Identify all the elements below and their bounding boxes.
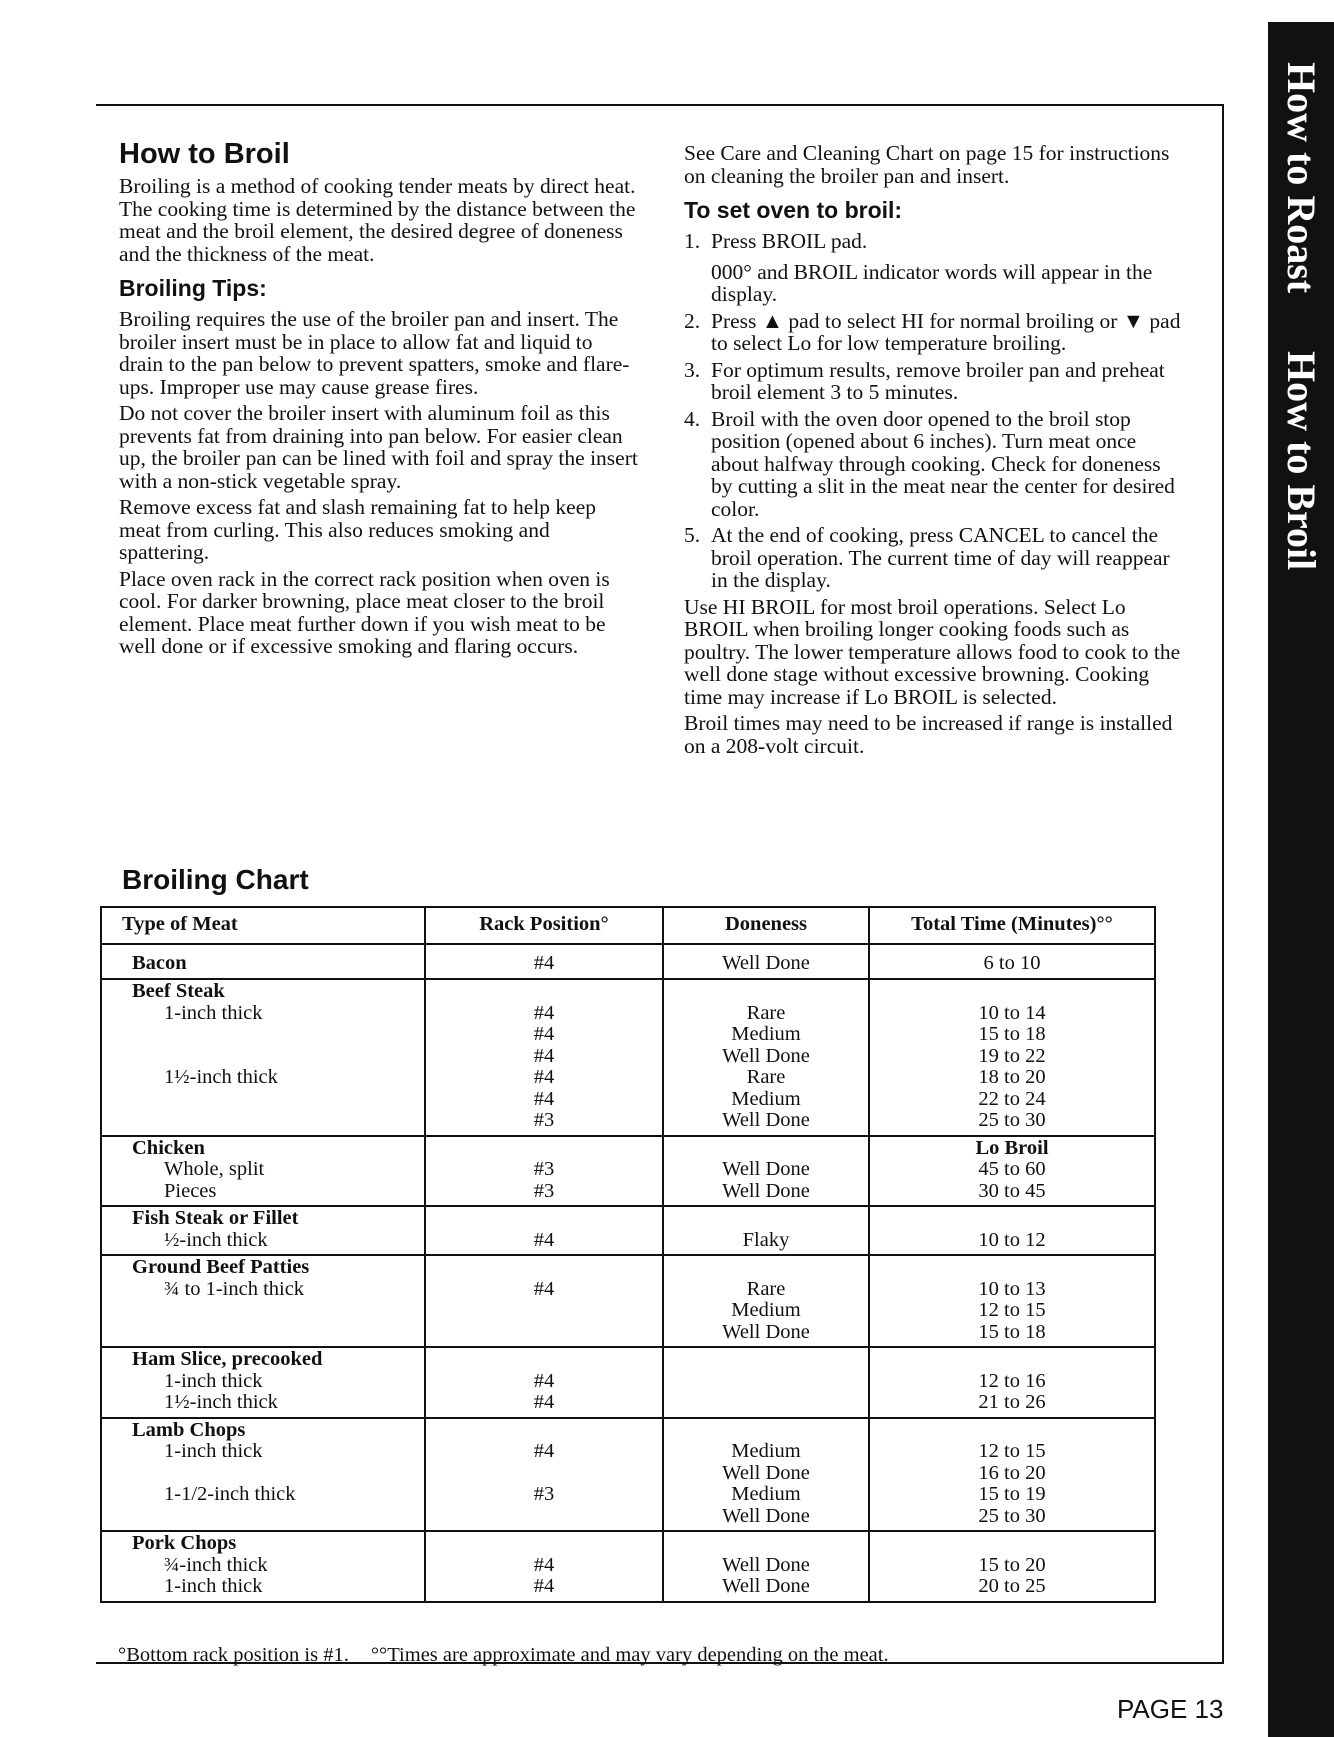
blank-line <box>664 981 868 1003</box>
time-value: 16 to 20 <box>978 1461 1046 1484</box>
set-oven-heading: To set oven to broil: <box>684 197 903 223</box>
blank-line <box>426 1257 662 1279</box>
cell-rack-position <box>425 1418 663 1532</box>
time-value: 19 to 22 <box>978 1044 1046 1067</box>
step-text: Press ▲ pad to select HI for normal broiling or ▼ pad to select Lo for low temperature broiling. <box>711 308 1181 355</box>
meat-name: Beef Steak <box>132 980 225 1002</box>
doneness-value: Well Done <box>722 1575 810 1597</box>
doneness-value: Well Done <box>722 1158 810 1180</box>
meat-name: Ham Slice, precooked <box>132 1348 323 1370</box>
chart-body <box>101 944 1155 1602</box>
meat-cut: 1-inch thick <box>164 1001 263 1024</box>
cell-total-time <box>869 1206 1155 1255</box>
rack-value: #4 <box>533 1440 555 1462</box>
rack-value: #4 <box>533 1087 555 1110</box>
doneness-value: Medium <box>731 1299 801 1321</box>
doneness-value: Rare <box>746 1066 786 1088</box>
cell-total-time <box>869 1255 1155 1347</box>
header-doneness: Doneness <box>663 907 869 944</box>
meat-cut: 1-inch thick <box>164 1440 263 1462</box>
rack-value: #3 <box>533 1158 555 1180</box>
footnote-rack: °Bottom rack position is #1. <box>118 1644 349 1666</box>
side-tab-label-broil: How to Broil <box>1279 351 1324 571</box>
rack-value: #4 <box>533 951 555 974</box>
doneness-value: Rare <box>746 1277 786 1300</box>
cell-rack-position <box>425 1531 663 1602</box>
doneness-value: Well Done <box>722 1553 810 1576</box>
time-value: 6 to 10 <box>983 951 1041 974</box>
broiling-chart-table <box>100 906 1156 1603</box>
meat-cut: 1½-inch thick <box>164 1391 278 1413</box>
time-value: 30 to 45 <box>978 1179 1046 1202</box>
doneness-value: Well Done <box>722 951 810 974</box>
side-tab <box>1268 22 1334 1737</box>
cell-rack-position <box>425 1347 663 1418</box>
doneness-value: Flaky <box>742 1228 790 1251</box>
top-rule <box>96 104 1224 106</box>
footnote-times: °°Times are approximate and may vary depending on the meat. <box>370 1644 889 1666</box>
table-row <box>101 1136 1155 1207</box>
doneness-value: Rare <box>746 1001 786 1024</box>
rack-value: #4 <box>533 1369 555 1392</box>
rack-value: #4 <box>533 1391 555 1413</box>
blank-line <box>426 981 662 1003</box>
rack-value: #3 <box>533 1179 555 1202</box>
cell-doneness <box>663 1136 869 1207</box>
cell-rack-position <box>425 979 663 1136</box>
header-rack-position: Rack Position° <box>425 907 663 944</box>
blank-line <box>132 1024 424 1046</box>
cell-type-of-meat <box>101 1531 425 1602</box>
rack-value: #4 <box>533 1575 555 1597</box>
time-value: 20 to 25 <box>978 1575 1046 1597</box>
blank-line <box>426 1463 662 1485</box>
footnotes <box>118 1644 889 1667</box>
meat-cut: 1-inch thick <box>164 1369 263 1392</box>
cell-total-time <box>869 979 1155 1136</box>
tips-paragraph-2: Do not cover the broiler insert with aluminum foil as this prevents fat from draining into pan below. For easier clean up, the broiler pan can be lined with foil and spray the insert with a non-stick vegetable spray. <box>119 401 638 493</box>
time-subheader: Lo Broil <box>975 1136 1049 1159</box>
step-number: 3. <box>684 357 701 382</box>
step-subtext: 000° and BROIL indicator words will appear in the display. <box>711 259 1153 306</box>
cell-total-time <box>869 1136 1155 1207</box>
hi-lo-note: Use HI BROIL for most broil operations. Select Lo BROIL when broiling longer cooking foods such as poultry. The lower temperature allows food to cook to the well done stage without excessive browning. Cooking time may increase if Lo BROIL is selected. <box>684 594 1181 709</box>
cell-doneness <box>663 1255 869 1347</box>
meat-cut: 1-inch thick <box>164 1575 263 1597</box>
time-value: 10 to 13 <box>978 1277 1046 1300</box>
doneness-value: Medium <box>731 1087 801 1110</box>
table-row <box>101 1418 1155 1532</box>
blank-line <box>870 1349 1154 1371</box>
cell-total-time <box>869 1347 1155 1418</box>
meat-cut: ¾ to 1-inch thick <box>164 1277 305 1300</box>
care-note: See Care and Cleaning Chart on page 15 for instructions on cleaning the broiler pan and insert. <box>684 141 1170 188</box>
rack-value: #4 <box>533 1001 555 1024</box>
step-text: At the end of cooking, press CANCEL to cancel the broil operation. The current time of day will reappear in the display. <box>711 523 1170 592</box>
table-row <box>101 1347 1155 1418</box>
right-column <box>684 142 1184 761</box>
blank-line <box>870 1533 1154 1555</box>
time-value: 25 to 30 <box>978 1109 1046 1131</box>
cell-total-time <box>869 1531 1155 1602</box>
time-value: 15 to 20 <box>978 1553 1046 1576</box>
meat-name: Bacon <box>132 951 187 974</box>
cell-rack-position <box>425 944 663 980</box>
broil-step <box>684 524 1184 592</box>
rack-value: #4 <box>533 1228 555 1251</box>
broiling-chart-heading: Broiling Chart <box>122 864 309 895</box>
broil-steps-list <box>684 230 1184 592</box>
meat-name: Ground Beef Patties <box>132 1256 310 1278</box>
time-value: 15 to 18 <box>978 1320 1046 1343</box>
blank-line <box>132 1046 424 1068</box>
cell-type-of-meat <box>101 1206 425 1255</box>
doneness-value: Medium <box>731 1483 801 1505</box>
tips-paragraph-1: Broiling requires the use of the broiler pan and insert. The broiler insert must be in place to allow fat and liquid to drain to the pan below to prevent spatters, smoke and flare-ups. Improper use may cause grease fires. <box>119 307 630 399</box>
side-tab-label-roast: How to Roast <box>1279 62 1324 294</box>
blank-line <box>664 1138 868 1160</box>
meat-cut: Whole, split <box>164 1158 265 1180</box>
blank-line <box>870 1257 1154 1279</box>
doneness-value: Well Done <box>722 1044 810 1067</box>
header-type-of-meat: Type of Meat <box>101 907 425 944</box>
meat-name: Lamb Chops <box>132 1418 246 1441</box>
step-number: 5. <box>684 523 701 547</box>
left-column <box>119 138 639 662</box>
meat-cut: Pieces <box>164 1179 217 1202</box>
blank-line <box>426 1138 662 1160</box>
step-text: Press BROIL pad. <box>711 229 868 253</box>
cell-type-of-meat <box>101 944 425 980</box>
table-row <box>101 979 1155 1136</box>
rack-value: #4 <box>533 1553 555 1576</box>
time-value: 12 to 15 <box>978 1299 1046 1321</box>
doneness-value: Well Done <box>722 1179 810 1202</box>
table-row <box>101 1206 1155 1255</box>
blank-line <box>870 1420 1154 1442</box>
meat-name: Pork Chops <box>132 1532 237 1554</box>
right-rule <box>1222 104 1224 1664</box>
blank-line <box>426 1420 662 1442</box>
blank-line <box>664 1257 868 1279</box>
broil-step <box>684 359 1184 404</box>
broiling-tips-heading: Broiling Tips: <box>119 275 267 301</box>
doneness-value: Well Done <box>722 1109 810 1131</box>
rack-value: #3 <box>533 1109 555 1131</box>
blank-line <box>664 1208 868 1230</box>
broil-step <box>684 310 1184 355</box>
rack-value: #4 <box>533 1277 555 1300</box>
time-value: 12 to 15 <box>978 1440 1046 1462</box>
cell-doneness <box>663 1347 869 1418</box>
cell-type-of-meat <box>101 1418 425 1532</box>
cell-rack-position <box>425 1136 663 1207</box>
blank-line <box>664 1533 868 1555</box>
doneness-value: Well Done <box>722 1504 810 1527</box>
doneness-value: Well Done <box>722 1320 810 1343</box>
meat-cut: ½-inch thick <box>164 1228 268 1251</box>
meat-cut: 1½-inch thick <box>164 1066 278 1088</box>
rack-value: #4 <box>533 1044 555 1067</box>
rack-value: #4 <box>533 1023 555 1045</box>
cell-doneness <box>663 1418 869 1532</box>
step-number: 1. <box>684 229 701 253</box>
header-total-time: Total Time (Minutes)°° <box>869 907 1155 944</box>
time-value: 21 to 26 <box>978 1391 1046 1413</box>
blank-line <box>132 1463 424 1485</box>
cell-type-of-meat <box>101 1136 425 1207</box>
meat-cut: ¾-inch thick <box>164 1553 268 1576</box>
rack-value: #3 <box>533 1483 555 1505</box>
blank-line <box>426 1208 662 1230</box>
time-value: 12 to 16 <box>978 1369 1046 1392</box>
blank-line <box>870 981 1154 1003</box>
cell-doneness <box>663 979 869 1136</box>
time-value: 10 to 12 <box>978 1228 1046 1251</box>
rack-value: #4 <box>533 1066 555 1088</box>
step-number: 2. <box>684 308 701 333</box>
voltage-note: Broil times may need to be increased if range is installed on a 208-volt circuit. <box>684 711 1173 758</box>
page-number: PAGE 13 <box>1117 1694 1224 1724</box>
doneness-value: Medium <box>731 1023 801 1045</box>
blank-line <box>664 1420 868 1442</box>
meat-name: Chicken <box>132 1136 205 1159</box>
cell-rack-position <box>425 1255 663 1347</box>
time-value: 15 to 18 <box>978 1023 1046 1045</box>
time-value: 15 to 19 <box>978 1483 1046 1505</box>
meat-name: Fish Steak or Fillet <box>132 1207 299 1229</box>
how-to-broil-heading: How to Broil <box>119 138 290 170</box>
step-text: Broil with the oven door opened to the broil stop position (opened about 6 inches). Turn meat once about halfway through cooking. Check for doneness by cutting a slit in the meat near the center for desired color. <box>711 406 1175 521</box>
time-value: 22 to 24 <box>978 1087 1046 1110</box>
blank-line <box>426 1349 662 1371</box>
side-tab-text <box>1274 62 1328 582</box>
table-row <box>101 1531 1155 1602</box>
doneness-value: Well Done <box>722 1461 810 1484</box>
step-number: 4. <box>684 406 701 431</box>
meat-cut: 1-1/2-inch thick <box>164 1483 296 1505</box>
cell-type-of-meat <box>101 979 425 1136</box>
broil-step <box>684 408 1184 521</box>
cell-doneness <box>663 1206 869 1255</box>
blank-line <box>870 1208 1154 1230</box>
time-value: 45 to 60 <box>978 1158 1046 1180</box>
time-value: 25 to 30 <box>978 1504 1046 1527</box>
tips-paragraph-4: Place oven rack in the correct rack position when oven is cool. For darker browning, place meat closer to the broil element. Place meat further down if you wish meat to be well done or if excessive smoking and flaring occurs. <box>119 566 610 658</box>
intro-paragraph: Broiling is a method of cooking tender meats by direct heat. The cooking time is determined by the distance between the meat and the broil element, the desired degree of doneness and the thickness of the meat. <box>119 174 636 266</box>
time-value: 18 to 20 <box>978 1066 1046 1088</box>
table-row <box>101 1255 1155 1347</box>
broil-step <box>684 230 1184 306</box>
step-text: For optimum results, remove broiler pan and preheat broil element 3 to 5 minutes. <box>711 357 1165 404</box>
tips-paragraph-3: Remove excess fat and slash remaining fat to help keep meat from curling. This also reduces smoking and spattering. <box>119 495 597 564</box>
cell-total-time <box>869 1418 1155 1532</box>
cell-total-time <box>869 944 1155 980</box>
cell-type-of-meat <box>101 1255 425 1347</box>
table-header-row <box>101 907 1155 944</box>
doneness-value: Medium <box>731 1440 801 1462</box>
cell-doneness <box>663 1531 869 1602</box>
cell-type-of-meat <box>101 1347 425 1418</box>
time-value: 10 to 14 <box>978 1001 1046 1024</box>
table-row <box>101 944 1155 980</box>
cell-doneness <box>663 944 869 980</box>
blank-line <box>426 1533 662 1555</box>
cell-rack-position <box>425 1206 663 1255</box>
